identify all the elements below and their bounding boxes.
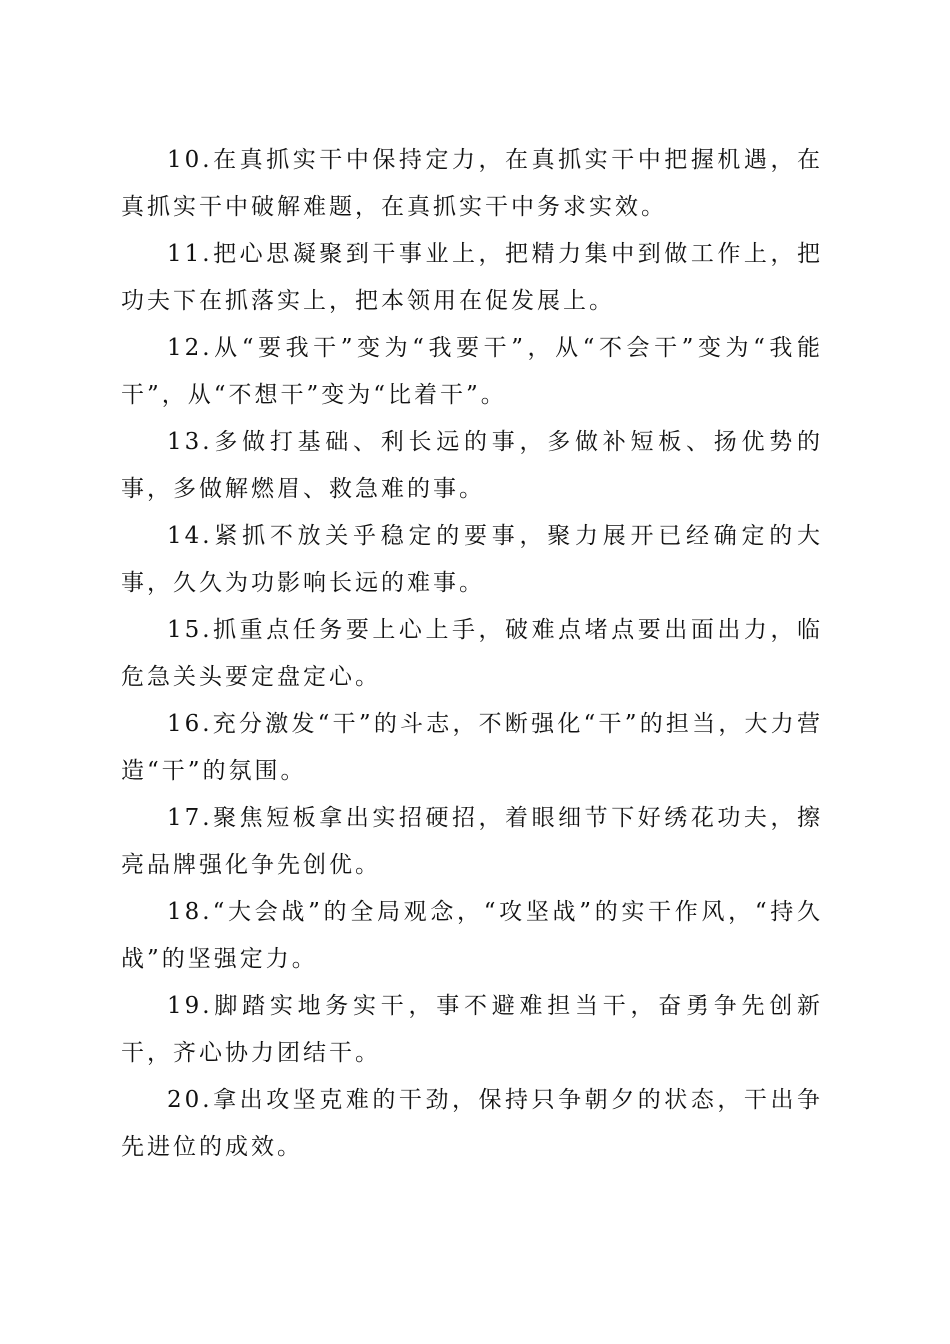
paragraph-15: 15.抓重点任务要上心上手，破难点堵点要出面出力，临危急关头要定盘定心。 (121, 617, 823, 690)
document-body (121, 137, 823, 1171)
paragraph-11: 11.把心思凝聚到干事业上，把精力集中到做工作上，把功夫下在抓落实上，把本领用在促发展上。 (121, 241, 823, 314)
paragraph-10: 10.在真抓实干中保持定力，在真抓实干中把握机遇，在真抓实干中破解难题，在真抓实干中务求实效。 (121, 147, 823, 220)
paragraph-18: 18.“大会战”的全局观念，“攻坚战”的实干作风，“持久战”的坚强定力。 (121, 899, 823, 972)
paragraph-20: 20.拿出攻坚克难的干劲，保持只争朝夕的状态，干出争先进位的成效。 (121, 1087, 823, 1160)
paragraph-16: 16.充分激发“干”的斗志，不断强化“干”的担当，大力营造“干”的氛围。 (121, 711, 823, 784)
paragraph-14: 14.紧抓不放关乎稳定的要事，聚力展开已经确定的大事，久久为功影响长远的难事。 (121, 523, 823, 596)
paragraph-12: 12.从“要我干”变为“我要干”，从“不会干”变为“我能干”，从“不想干”变为“比着干”。 (121, 335, 823, 408)
paragraph-17: 17.聚焦短板拿出实招硬招，着眼细节下好绣花功夫，擦亮品牌强化争先创优。 (121, 805, 823, 878)
paragraph-19: 19.脚踏实地务实干，事不避难担当干，奋勇争先创新干，齐心协力团结干。 (121, 993, 823, 1066)
paragraph-13: 13.多做打基础、利长远的事，多做补短板、扬优势的事，多做解燃眉、救急难的事。 (121, 429, 823, 502)
